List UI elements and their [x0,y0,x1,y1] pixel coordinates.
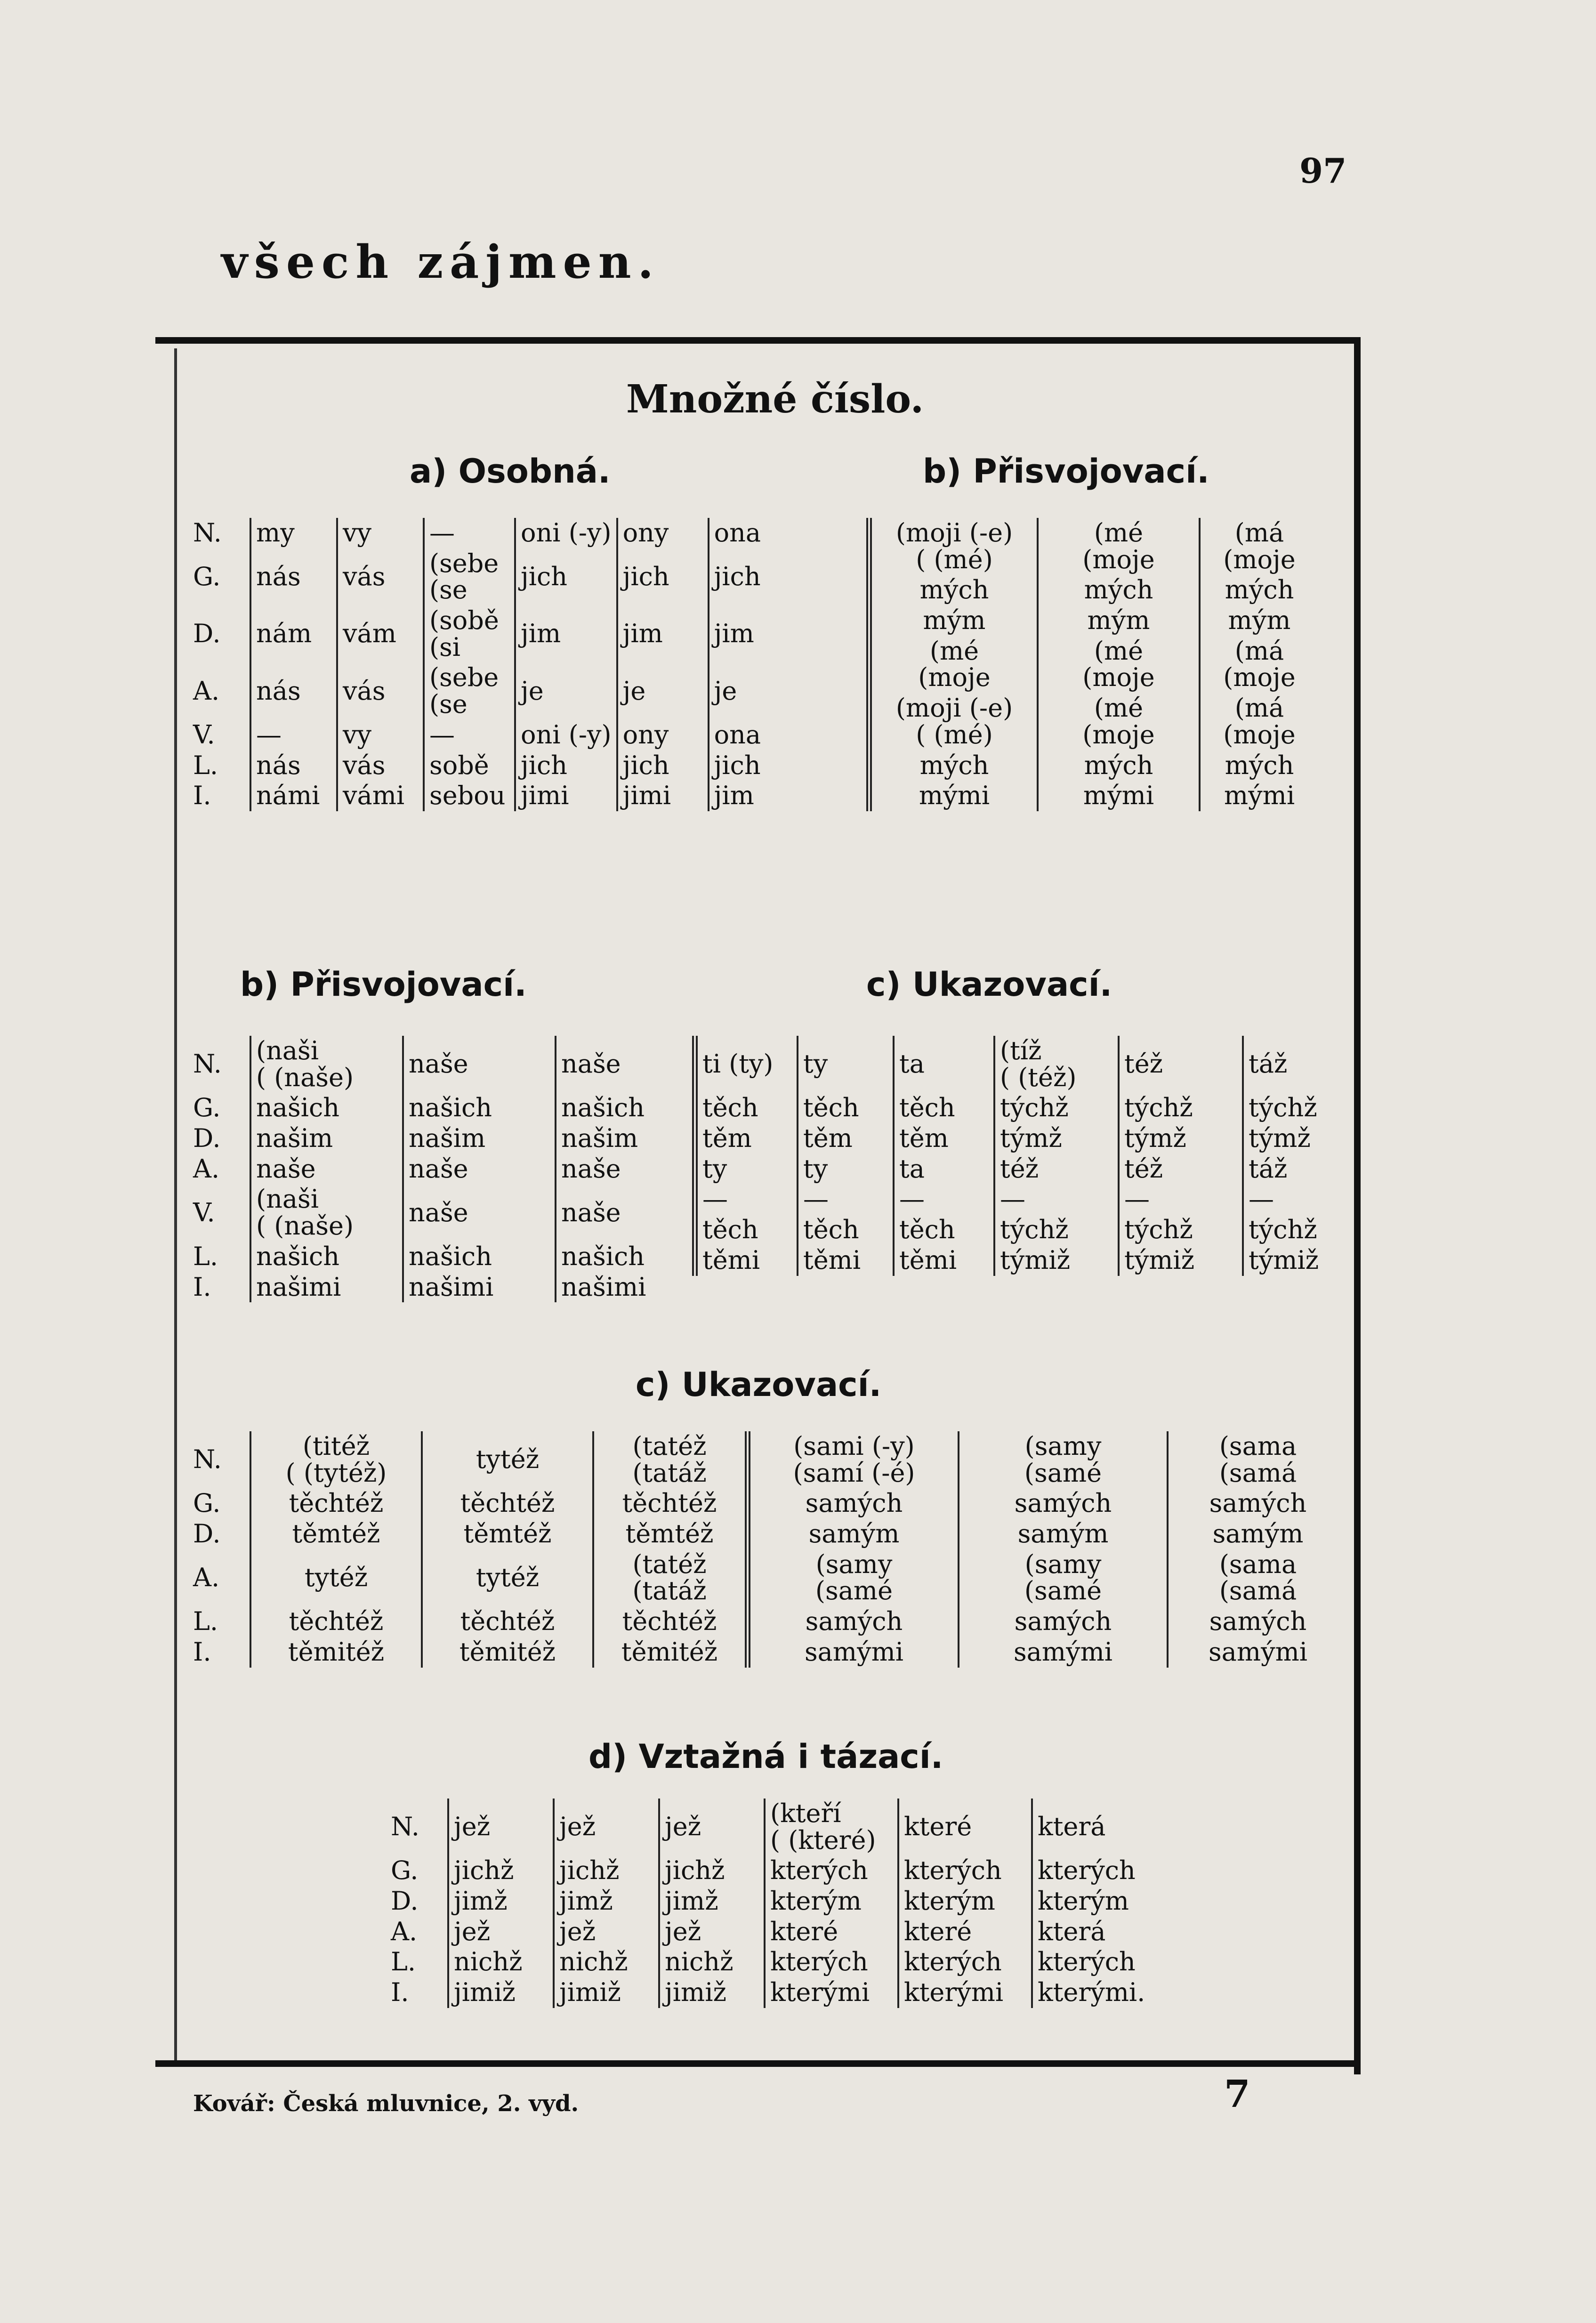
table-cell: (naši ( (naše) [250,1036,403,1093]
table-cell: (tatéž (tatáž [593,1431,748,1488]
table-row [386,1799,1184,1855]
case-label: N. [193,1049,222,1079]
table-cell: (samy (samé [959,1549,1168,1606]
table-cell: jež [448,1799,554,1855]
case-label: N. [193,518,222,548]
table-cell: našimi [250,1272,403,1303]
table-cell: samými [748,1637,959,1668]
page-number: 97 [1299,151,1347,191]
table-cell: jich [617,548,709,605]
case-label: L. [193,1606,218,1637]
table-cell: našim [403,1123,556,1154]
table-cell: kterými [765,1977,898,2008]
table-row [869,575,1318,605]
table-cell: ty [798,1036,894,1093]
table-cell: jimž [448,1886,554,1917]
table-cell: těchtéž [422,1606,593,1637]
table-cell: (mé (moje [869,636,1038,693]
table-row [695,1093,1347,1123]
table-row [188,548,794,605]
footer-citation: Kovář: Česká mluvnice, 2. vyd. [193,2090,579,2117]
case-label: V. [193,719,215,750]
table-cell: našich [250,1093,403,1123]
table-cell: kterými. [1032,1977,1184,2008]
case-label: A. [193,1153,220,1184]
table-cell: těm [695,1123,798,1154]
table-cell: — [250,720,337,750]
table-cell: naše [403,1184,556,1241]
table-cell: těmtéž [593,1519,748,1549]
table-cell: tytéž [422,1549,593,1606]
case-label: D. [391,1886,419,1916]
table-cell: — [424,720,515,750]
table-cell: našich [556,1093,707,1123]
frame-right-rule [1354,337,1361,2074]
table-cell: jež [554,1799,659,1855]
case-label: G. [193,1093,221,1123]
personal-title: a) Osobná. [410,452,611,491]
table-cell: jichž [554,1855,659,1886]
table-cell: samým [1168,1519,1347,1549]
table-cell: kterými [898,1977,1032,2008]
table-row [188,1606,1347,1637]
table-cell: jež [554,1917,659,1947]
table-cell: mých [1038,750,1200,781]
table-row [695,1245,1347,1276]
table-cell: naše [403,1036,556,1093]
table-cell: samých [748,1606,959,1637]
case-label: V. [193,1197,215,1227]
table-cell: samých [1168,1488,1347,1519]
table-cell: týchž [1243,1215,1347,1245]
table-cell: těmitéž [422,1637,593,1668]
table-cell: (sebe (se [424,548,515,605]
table-cell: těmitéž [250,1637,422,1668]
table-cell: kterým [765,1886,898,1917]
table-cell: ona [709,720,794,750]
table-cell: nichž [659,1947,765,1977]
table-cell: kterých [765,1855,898,1886]
table-cell: týchž [1119,1093,1243,1123]
table-cell: táž [1243,1154,1347,1185]
table-cell: též [1119,1036,1243,1093]
table-cell: nichž [448,1947,554,1977]
table-cell: námi [250,781,337,811]
table-cell: — [1243,1184,1347,1215]
table-cell: (samy (samé [748,1549,959,1606]
table-cell: (mé (moje [1038,636,1200,693]
table-cell: jež [448,1917,554,1947]
signature-mark: 7 [1224,2072,1250,2116]
table-row [386,1917,1184,1947]
table-cell: (má (moje [1200,518,1318,575]
table-cell: týmž [1119,1123,1243,1154]
table-row [188,1272,707,1303]
table-cell: kterým [898,1886,1032,1917]
table-row [188,1549,1347,1606]
table-cell: kterým [1032,1886,1184,1917]
table-row [386,1977,1184,2008]
table-cell: týmž [994,1123,1119,1154]
table-cell: těchtéž [422,1488,593,1519]
case-label: D. [193,1123,221,1153]
table-cell: — [424,518,515,548]
possessive1-title: b) Přisvojovací. [923,452,1209,491]
table-cell: které [898,1799,1032,1855]
table-cell: těch [695,1093,798,1123]
table-cell: sebou [424,781,515,811]
table-cell: jimž [554,1886,659,1917]
table-cell: samých [959,1606,1168,1637]
table-cell: jimž [659,1886,765,1917]
table-cell: těch [798,1215,894,1245]
table-cell: tytéž [422,1431,593,1488]
table-cell: mým [1200,605,1318,636]
possessive2-table [188,1036,707,1302]
table-cell: samým [959,1519,1168,1549]
table-cell: naše [403,1154,556,1185]
table-cell: jim [709,781,794,811]
table-cell: vy [337,720,424,750]
table-cell: (má (moje [1200,636,1318,693]
table-cell: které [765,1917,898,1947]
table-cell: našich [403,1093,556,1123]
table-cell: těch [798,1093,894,1123]
table-row [695,1036,1347,1093]
table-cell: těchtéž [593,1606,748,1637]
relative-title: d) Vztažná i tázací. [588,1737,943,1776]
table-cell: mým [1038,605,1200,636]
table-cell: též [1119,1154,1243,1185]
table-cell: těchtéž [593,1488,748,1519]
table-cell: těchtéž [250,1488,422,1519]
table-cell: týmiž [1119,1245,1243,1276]
table-cell: jich [709,750,794,781]
table-cell: (moji (-e) ( (mé) [869,693,1038,750]
table-cell: jimiž [554,1977,659,2008]
table-cell: nám [250,605,337,662]
table-cell: — [695,1184,798,1215]
table-cell: my [250,518,337,548]
table-cell: jež [659,1917,765,1947]
table-cell: těmi [695,1245,798,1276]
table-row [188,781,794,811]
case-label: D. [193,619,221,649]
table-row [869,693,1318,750]
table-cell: těch [695,1215,798,1245]
table-cell: týchž [1119,1215,1243,1245]
table-cell: vámi [337,781,424,811]
case-label: G. [193,1488,221,1518]
table-cell: našim [556,1123,707,1154]
table-cell: oni (-y) [515,720,617,750]
table-row [188,1637,1347,1668]
case-label: I. [193,1272,211,1302]
table-cell: (má (moje [1200,693,1318,750]
table-cell: týchž [1243,1093,1347,1123]
table-row [695,1184,1347,1215]
table-cell: ony [617,518,709,548]
case-label: G. [193,562,221,592]
table-row [188,1123,707,1154]
table-cell: mými [869,781,1038,811]
table-row [869,518,1318,575]
table-cell: těmitéž [593,1637,748,1668]
table-cell: naše [556,1036,707,1093]
page-header: všech zájmen. [221,235,660,289]
table-cell: těchtéž [250,1606,422,1637]
table-row [188,1093,707,1123]
case-label: N. [391,1812,419,1842]
table-cell: kterých [1032,1855,1184,1886]
table-cell: naše [556,1154,707,1185]
table-cell: nichž [554,1947,659,1977]
table-cell: našich [556,1242,707,1272]
table-cell: ty [695,1154,798,1185]
table-cell: mých [869,750,1038,781]
table-cell: jim [709,605,794,662]
table-cell: ta [894,1154,994,1185]
table-cell: (mé (moje [1038,518,1200,575]
table-cell: táž [1243,1036,1347,1093]
table-cell: těmtéž [250,1519,422,1549]
table-row [188,720,794,750]
table-cell: vám [337,605,424,662]
case-label: A. [391,1916,418,1946]
table-row [188,605,794,662]
table-cell: nás [250,662,337,719]
table-cell: týchž [994,1093,1119,1123]
table-cell: samými [1168,1637,1347,1668]
table-cell: týchž [994,1215,1119,1245]
table-cell: je [515,662,617,719]
table-cell: ty [798,1154,894,1185]
table-cell: mých [1200,750,1318,781]
table-cell: jim [617,605,709,662]
table-cell: mými [1038,781,1200,811]
table-cell: která [1032,1917,1184,1947]
case-label: I. [193,1637,211,1667]
demonstrative1-table [692,1036,1347,1276]
table-cell: — [994,1184,1119,1215]
frame-top-rule [155,337,1361,344]
personal-table [188,518,794,811]
table-cell: jich [709,548,794,605]
table-cell: (tatéž (tatáž [593,1549,748,1606]
table-cell: — [894,1184,994,1215]
table-row [188,1184,707,1241]
case-label: I. [391,1977,409,2008]
table-cell: týmiž [994,1245,1119,1276]
case-label: A. [193,676,220,706]
table-cell: těmtéž [422,1519,593,1549]
possessive1-table [866,518,1318,811]
table-row [695,1123,1347,1154]
table-row [188,1036,707,1093]
table-cell: mých [1038,575,1200,605]
table-cell: samých [1168,1606,1347,1637]
table-cell: ona [709,518,794,548]
table-cell: (sama (samá [1168,1431,1347,1488]
table-cell: mých [1200,575,1318,605]
table-cell: jich [617,750,709,781]
table-row [188,750,794,781]
table-cell: kterých [765,1947,898,1977]
table-cell: (titéž ( (tytéž) [250,1431,422,1488]
table-row [188,662,794,719]
table-row [695,1215,1347,1245]
table-cell: jimiž [659,1977,765,2008]
table-cell: (kteří ( (které) [765,1799,898,1855]
case-label: D. [193,1519,221,1549]
table-cell: našimi [556,1272,707,1303]
table-cell: (moji (-e) ( (mé) [869,518,1038,575]
table-cell: jichž [448,1855,554,1886]
table-cell: těch [894,1093,994,1123]
table-cell: — [798,1184,894,1215]
table-row [188,1242,707,1272]
table-cell: jimiž [448,1977,554,2008]
table-cell: těm [894,1123,994,1154]
table-cell: ti (ty) [695,1036,798,1093]
possessive2-title: b) Přisvojovací. [240,965,527,1004]
case-label: I. [193,781,211,811]
table-cell: tytéž [250,1549,422,1606]
frame-bottom-rule [155,2060,1361,2067]
table-cell: těmi [798,1245,894,1276]
table-cell: vás [337,548,424,605]
table-row [869,605,1318,636]
table-cell: ony [617,720,709,750]
table-cell: vy [337,518,424,548]
table-row [386,1886,1184,1917]
table-cell: (sami (-y) (samí (-é) [748,1431,959,1488]
relative-table [386,1799,1184,2008]
table-cell: jim [515,605,617,662]
table-cell: našich [403,1242,556,1272]
table-cell: mým [869,605,1038,636]
table-cell: naše [250,1154,403,1185]
table-cell: vás [337,662,424,719]
table-cell: samým [748,1519,959,1549]
table-cell: jichž [659,1855,765,1886]
case-label: N. [193,1444,222,1475]
table-cell: samých [748,1488,959,1519]
table-cell: samých [959,1488,1168,1519]
table-row [386,1947,1184,1977]
table-row [188,1154,707,1185]
table-cell: našim [250,1123,403,1154]
demonstrative1-title: c) Ukazovací. [866,965,1112,1004]
table-cell: (sobě (si [424,605,515,662]
table-cell: jich [515,548,617,605]
table-row [188,1519,1347,1549]
table-row [869,636,1318,693]
case-label: L. [193,1241,218,1271]
table-cell: (naši ( (naše) [250,1184,403,1241]
table-cell: vás [337,750,424,781]
table-row [188,518,794,548]
table-cell: též [994,1154,1119,1185]
table-cell: oni (-y) [515,518,617,548]
case-label: A. [193,1563,220,1593]
table-row [869,750,1318,781]
table-cell: těm [798,1123,894,1154]
table-cell: (samy (samé [959,1431,1168,1488]
table-cell: (sebe (se [424,662,515,719]
table-cell: ta [894,1036,994,1093]
demonstrative2-title: c) Ukazovací. [636,1365,882,1404]
table-cell: kterých [898,1947,1032,1977]
table-cell: mými [1200,781,1318,811]
table-row [386,1855,1184,1886]
table-cell: samými [959,1637,1168,1668]
table-cell: našich [250,1242,403,1272]
table-cell: naše [556,1184,707,1241]
table-cell: je [617,662,709,719]
table-cell: těch [894,1215,994,1245]
table-cell: sobě [424,750,515,781]
table-cell: týmiž [1243,1245,1347,1276]
table-row [188,1431,1347,1488]
table-cell: mých [869,575,1038,605]
table-cell: jich [515,750,617,781]
table-cell: jež [659,1799,765,1855]
demonstrative2-table [188,1431,1347,1668]
table-cell: (tíž ( (též) [994,1036,1119,1093]
table-cell: je [709,662,794,719]
table-row [869,781,1318,811]
table-cell: které [898,1917,1032,1947]
table-cell: týmž [1243,1123,1347,1154]
table-cell: která [1032,1799,1184,1855]
frame-left-rule [174,348,177,2062]
main-title: Množné číslo. [626,377,924,422]
case-label: L. [391,1947,416,1977]
table-cell: kterých [898,1855,1032,1886]
table-cell: kterých [1032,1947,1184,1977]
case-label: L. [193,750,218,780]
table-cell: nás [250,548,337,605]
table-cell: nás [250,750,337,781]
table-cell: těmi [894,1245,994,1276]
table-cell: (sama (samá [1168,1549,1347,1606]
table-cell: jimi [617,781,709,811]
table-cell: — [1119,1184,1243,1215]
table-cell: našimi [403,1272,556,1303]
table-cell: (mé (moje [1038,693,1200,750]
table-row [188,1488,1347,1519]
table-cell: jimi [515,781,617,811]
table-row [695,1154,1347,1185]
case-label: G. [391,1855,419,1886]
